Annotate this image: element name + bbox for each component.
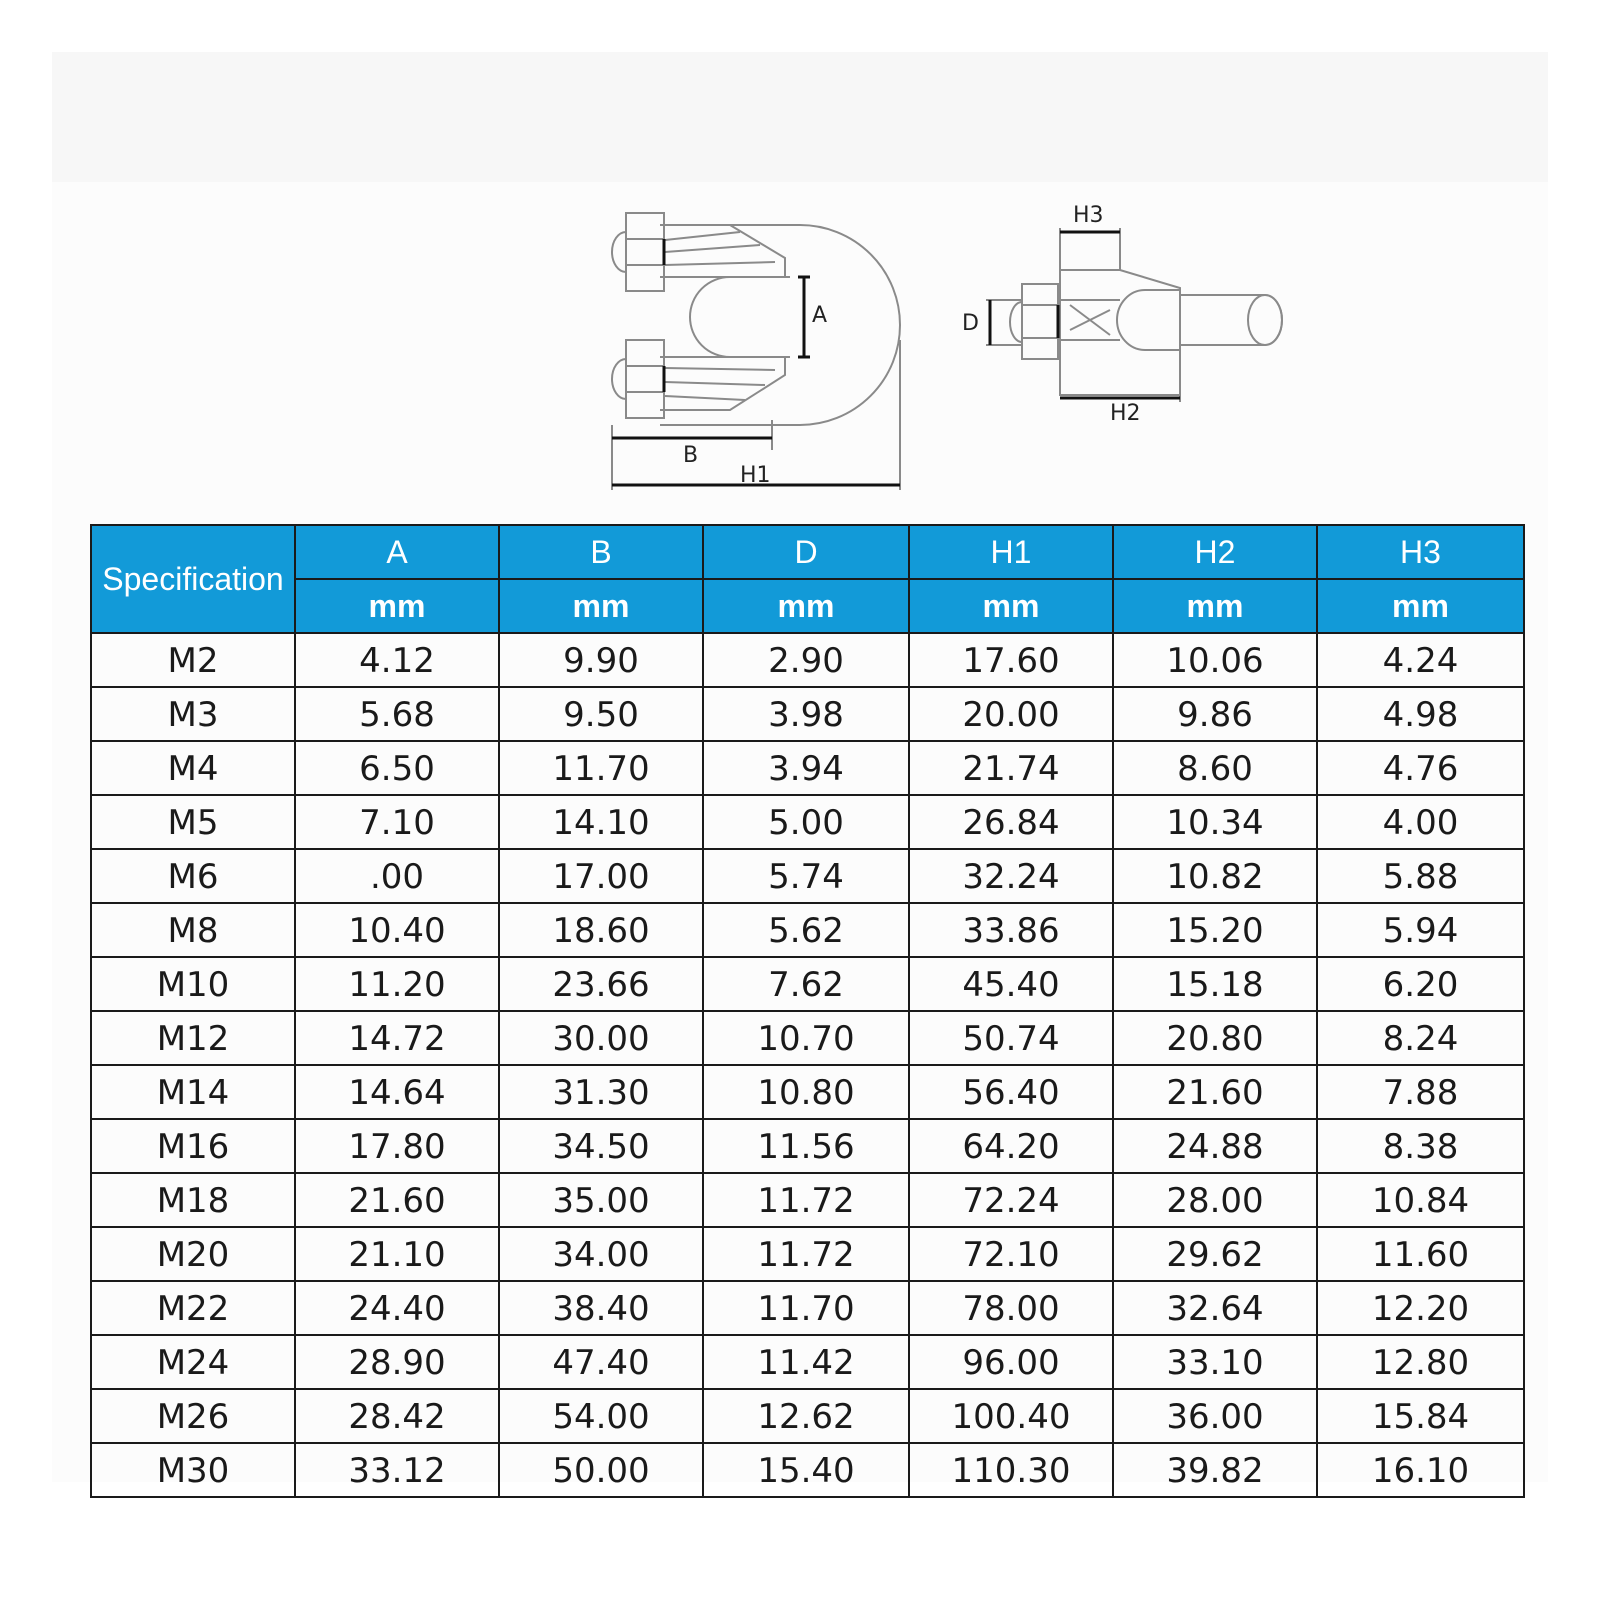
column-unit-h3: mm [1317, 579, 1524, 633]
value-cell-h3: 15.84 [1317, 1389, 1524, 1443]
value-cell-b: 9.50 [499, 687, 703, 741]
value-cell-h1: 78.00 [909, 1281, 1113, 1335]
value-cell-h2: 15.18 [1113, 957, 1317, 1011]
value-cell-h1: 20.00 [909, 687, 1113, 741]
wire-rope-clip-diagram [0, 0, 1600, 500]
value-cell-d: 11.72 [703, 1173, 909, 1227]
spec-cell: M30 [91, 1443, 295, 1497]
spec-cell: M5 [91, 795, 295, 849]
column-header-h2: H2 [1113, 525, 1317, 579]
value-cell-h1: 45.40 [909, 957, 1113, 1011]
table-row [91, 1065, 1524, 1119]
value-cell-h3: 5.94 [1317, 903, 1524, 957]
value-cell-h3: 8.24 [1317, 1011, 1524, 1065]
value-cell-h3: 4.98 [1317, 687, 1524, 741]
spec-cell: M12 [91, 1011, 295, 1065]
table-row [91, 849, 1524, 903]
value-cell-b: 34.50 [499, 1119, 703, 1173]
value-cell-h2: 20.80 [1113, 1011, 1317, 1065]
dimension-label-a: A [812, 303, 828, 328]
value-cell-h2: 8.60 [1113, 741, 1317, 795]
value-cell-b: 31.30 [499, 1065, 703, 1119]
column-header-b: B [499, 525, 703, 579]
table-row [91, 795, 1524, 849]
value-cell-h1: 21.74 [909, 741, 1113, 795]
value-cell-h1: 110.30 [909, 1443, 1113, 1497]
side-view-dimensions [990, 232, 1180, 398]
value-cell-a: 21.60 [295, 1173, 499, 1227]
table-row [91, 1119, 1524, 1173]
value-cell-h3: 4.00 [1317, 795, 1524, 849]
value-cell-b: 34.00 [499, 1227, 703, 1281]
column-unit-h2: mm [1113, 579, 1317, 633]
value-cell-b: 35.00 [499, 1173, 703, 1227]
value-cell-b: 17.00 [499, 849, 703, 903]
dimension-label-h3: H3 [1073, 203, 1104, 228]
value-cell-d: 11.72 [703, 1227, 909, 1281]
table-row [91, 1173, 1524, 1227]
column-unit-h1: mm [909, 579, 1113, 633]
value-cell-h2: 29.62 [1113, 1227, 1317, 1281]
value-cell-d: 12.62 [703, 1389, 909, 1443]
column-unit-a: mm [295, 579, 499, 633]
value-cell-d: 11.56 [703, 1119, 909, 1173]
value-cell-d: 15.40 [703, 1443, 909, 1497]
spec-cell: M8 [91, 903, 295, 957]
value-cell-h1: 100.40 [909, 1389, 1113, 1443]
value-cell-d: 5.00 [703, 795, 909, 849]
specification-table [90, 524, 1525, 1498]
value-cell-h3: 12.20 [1317, 1281, 1524, 1335]
value-cell-a: 14.72 [295, 1011, 499, 1065]
column-header-d: D [703, 525, 909, 579]
value-cell-b: 30.00 [499, 1011, 703, 1065]
spec-cell: M26 [91, 1389, 295, 1443]
table-row [91, 1281, 1524, 1335]
value-cell-h3: 12.80 [1317, 1335, 1524, 1389]
value-cell-h2: 24.88 [1113, 1119, 1317, 1173]
dimension-label-h1: H1 [740, 463, 771, 488]
side-view-drawing [986, 228, 1282, 402]
value-cell-h2: 10.34 [1113, 795, 1317, 849]
value-cell-h3: 4.24 [1317, 633, 1524, 687]
value-cell-a: 33.12 [295, 1443, 499, 1497]
specification-header: Specification [91, 525, 295, 633]
table-row [91, 1011, 1524, 1065]
column-unit-b: mm [499, 579, 703, 633]
value-cell-h2: 33.10 [1113, 1335, 1317, 1389]
value-cell-d: 5.62 [703, 903, 909, 957]
spec-cell: M18 [91, 1173, 295, 1227]
value-cell-h2: 10.82 [1113, 849, 1317, 903]
spec-cell: M20 [91, 1227, 295, 1281]
spec-cell: M6 [91, 849, 295, 903]
spec-cell: M24 [91, 1335, 295, 1389]
value-cell-a: 14.64 [295, 1065, 499, 1119]
column-header-h1: H1 [909, 525, 1113, 579]
spec-cell: M4 [91, 741, 295, 795]
value-cell-h2: 21.60 [1113, 1065, 1317, 1119]
value-cell-a: .00 [295, 849, 499, 903]
value-cell-h2: 28.00 [1113, 1173, 1317, 1227]
column-header-h3: H3 [1317, 525, 1524, 579]
value-cell-h2: 9.86 [1113, 687, 1317, 741]
value-cell-d: 5.74 [703, 849, 909, 903]
value-cell-h1: 26.84 [909, 795, 1113, 849]
value-cell-h2: 39.82 [1113, 1443, 1317, 1497]
value-cell-a: 28.90 [295, 1335, 499, 1389]
dimension-label-b: B [683, 443, 699, 468]
value-cell-a: 6.50 [295, 741, 499, 795]
value-cell-a: 24.40 [295, 1281, 499, 1335]
value-cell-d: 11.42 [703, 1335, 909, 1389]
table-row [91, 1443, 1524, 1497]
value-cell-b: 23.66 [499, 957, 703, 1011]
value-cell-h2: 36.00 [1113, 1389, 1317, 1443]
value-cell-h1: 64.20 [909, 1119, 1113, 1173]
value-cell-h3: 10.84 [1317, 1173, 1524, 1227]
column-unit-d: mm [703, 579, 909, 633]
spec-cell: M3 [91, 687, 295, 741]
value-cell-h2: 15.20 [1113, 903, 1317, 957]
value-cell-h1: 72.10 [909, 1227, 1113, 1281]
value-cell-a: 10.40 [295, 903, 499, 957]
spec-cell: M10 [91, 957, 295, 1011]
value-cell-h3: 5.88 [1317, 849, 1524, 903]
value-cell-b: 14.10 [499, 795, 703, 849]
value-cell-d: 2.90 [703, 633, 909, 687]
value-cell-b: 38.40 [499, 1281, 703, 1335]
value-cell-h1: 32.24 [909, 849, 1113, 903]
value-cell-b: 9.90 [499, 633, 703, 687]
table-row [91, 903, 1524, 957]
spec-cell: M14 [91, 1065, 295, 1119]
dimension-label-h2: H2 [1110, 401, 1141, 426]
dimension-label-d: D [962, 311, 979, 336]
value-cell-d: 3.98 [703, 687, 909, 741]
table-row [91, 687, 1524, 741]
value-cell-a: 21.10 [295, 1227, 499, 1281]
front-view-dimensions [612, 239, 900, 485]
value-cell-d: 7.62 [703, 957, 909, 1011]
value-cell-h3: 11.60 [1317, 1227, 1524, 1281]
value-cell-h1: 56.40 [909, 1065, 1113, 1119]
value-cell-a: 17.80 [295, 1119, 499, 1173]
value-cell-h3: 4.76 [1317, 741, 1524, 795]
value-cell-b: 50.00 [499, 1443, 703, 1497]
front-view-drawing [612, 213, 900, 490]
value-cell-h2: 10.06 [1113, 633, 1317, 687]
value-cell-h1: 96.00 [909, 1335, 1113, 1389]
value-cell-a: 28.42 [295, 1389, 499, 1443]
spec-cell: M22 [91, 1281, 295, 1335]
value-cell-h1: 33.86 [909, 903, 1113, 957]
table-row [91, 741, 1524, 795]
value-cell-a: 7.10 [295, 795, 499, 849]
value-cell-h3: 7.88 [1317, 1065, 1524, 1119]
value-cell-d: 3.94 [703, 741, 909, 795]
value-cell-a: 5.68 [295, 687, 499, 741]
table-row [91, 957, 1524, 1011]
value-cell-d: 10.80 [703, 1065, 909, 1119]
value-cell-h1: 72.24 [909, 1173, 1113, 1227]
value-cell-h1: 17.60 [909, 633, 1113, 687]
value-cell-b: 18.60 [499, 903, 703, 957]
spec-cell: M2 [91, 633, 295, 687]
value-cell-h1: 50.74 [909, 1011, 1113, 1065]
value-cell-d: 10.70 [703, 1011, 909, 1065]
table-row [91, 1227, 1524, 1281]
value-cell-b: 11.70 [499, 741, 703, 795]
value-cell-b: 47.40 [499, 1335, 703, 1389]
table-row [91, 633, 1524, 687]
value-cell-h3: 6.20 [1317, 957, 1524, 1011]
spec-cell: M16 [91, 1119, 295, 1173]
value-cell-a: 11.20 [295, 957, 499, 1011]
value-cell-h3: 16.10 [1317, 1443, 1524, 1497]
table-row [91, 1389, 1524, 1443]
value-cell-b: 54.00 [499, 1389, 703, 1443]
value-cell-h2: 32.64 [1113, 1281, 1317, 1335]
value-cell-d: 11.70 [703, 1281, 909, 1335]
table-row [91, 1335, 1524, 1389]
value-cell-a: 4.12 [295, 633, 499, 687]
column-header-a: A [295, 525, 499, 579]
value-cell-h3: 8.38 [1317, 1119, 1524, 1173]
